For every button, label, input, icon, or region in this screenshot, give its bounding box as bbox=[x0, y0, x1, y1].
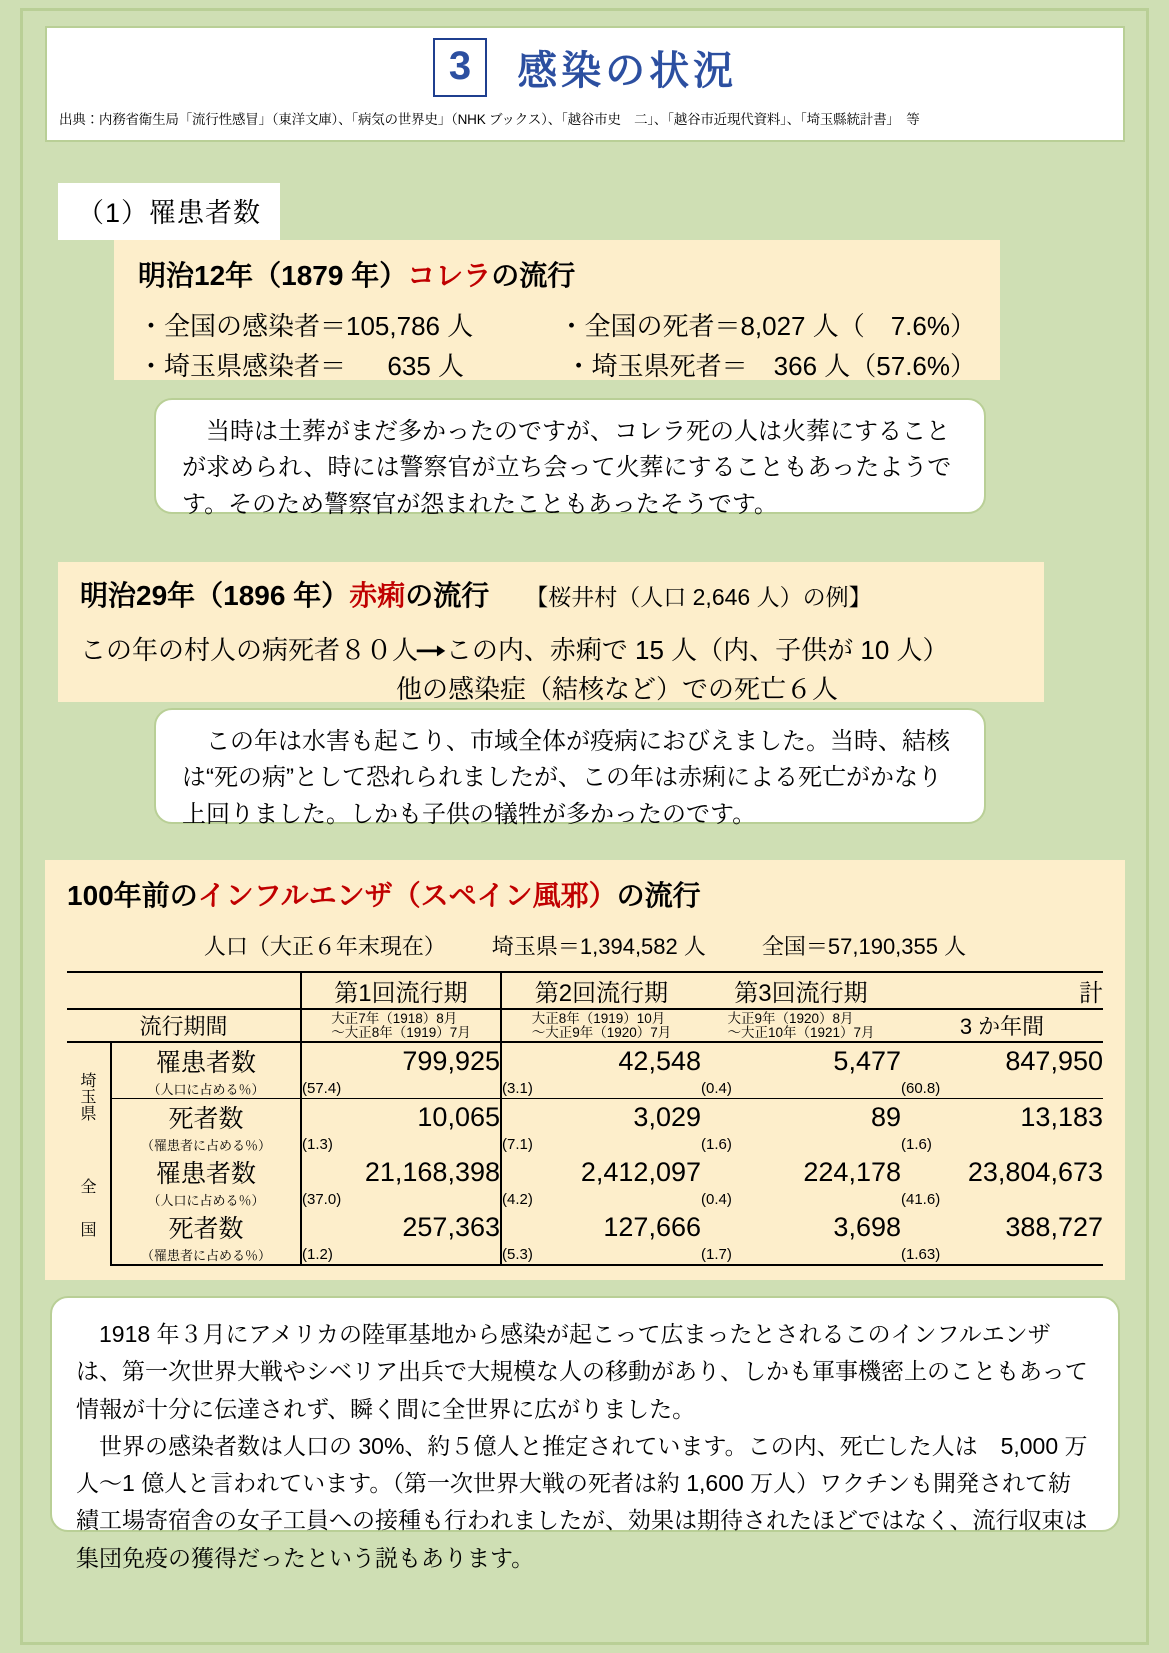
period-wave-3-text: 大正9年（1920）8月 ～大正10年（1921）7月 bbox=[727, 1010, 875, 1040]
comment-bubble-influenza-p1: 1918 年３月にアメリカの陸軍基地から感染が起こって広まったとされるこのインフルエンザは、第一次世界大戦やシベリア出兵で大規模な人の移動があり、しかも軍事機密上のこともあって情報が十分に伝達されず、瞬く間に全世界に広がりました。 bbox=[76, 1321, 1088, 1422]
table-row-pct bbox=[67, 1190, 1103, 1209]
group-label-national-text: 全 国 bbox=[80, 1179, 97, 1239]
table-row-pct bbox=[67, 1135, 1103, 1154]
period-wave-2-text: 大正8年（1919）10月 ～大正9年（1920）7月 bbox=[531, 1010, 672, 1040]
period-wave-1-text: 大正7年（1918）8月 ～大正8年（1919）7月 bbox=[331, 1010, 471, 1040]
title-block bbox=[45, 26, 1125, 142]
comment-bubble-dysentery bbox=[154, 708, 986, 828]
population-label: 人口（大正６年末現在） bbox=[203, 934, 446, 959]
cholera-national-deaths: ・全国の死者＝8,027 人（ 7.6%） bbox=[558, 311, 976, 341]
header-total: 計 bbox=[901, 972, 1103, 1009]
dysentery-breakdown: この内、赤痢で 15 人（内、子供が 10 人） bbox=[445, 635, 949, 665]
table-row bbox=[67, 1099, 1103, 1136]
pct-cases-saitama-w1: (57.4) bbox=[301, 1079, 501, 1099]
influenza-panel bbox=[45, 860, 1125, 1280]
population-saitama: 埼玉県＝1,394,582 人 bbox=[491, 934, 706, 959]
row-label-cases-national: 罹患者数 bbox=[155, 1160, 256, 1188]
cholera-heading-post: の流行 bbox=[491, 260, 576, 291]
pct-deaths-national-total: (1.63) bbox=[901, 1245, 1103, 1265]
cholera-row bbox=[138, 306, 976, 346]
page-title: 感染の状況 bbox=[517, 48, 738, 93]
pct-cases-national-w1: (37.0) bbox=[301, 1190, 501, 1209]
dysentery-heading-disease: 赤痢 bbox=[349, 580, 406, 611]
cholera-heading bbox=[138, 254, 976, 294]
section-number: 3 bbox=[433, 38, 487, 97]
cell-cases-saitama-w1: 799,925 bbox=[301, 1042, 501, 1079]
influenza-table bbox=[67, 971, 1103, 1266]
pct-cases-saitama-w3: (0.4) bbox=[701, 1079, 901, 1099]
cholera-heading-pre: 明治12年（1879 年） bbox=[138, 260, 408, 291]
dysentery-heading-pre: 明治29年（1896 年） bbox=[80, 580, 350, 611]
row-sublabel-deaths-national: （罹患者に占める％） bbox=[111, 1245, 301, 1265]
table-row-pct bbox=[67, 1079, 1103, 1099]
cell-cases-saitama-total: 847,950 bbox=[1005, 1045, 1103, 1076]
group-label-saitama-text: 埼 玉 県 bbox=[80, 1073, 97, 1123]
period-row-label: 流行期間 bbox=[67, 1009, 301, 1042]
pct-cases-saitama-total: (60.8) bbox=[901, 1079, 1103, 1099]
population-line bbox=[45, 930, 1125, 961]
pct-deaths-saitama-w1: (1.3) bbox=[301, 1135, 501, 1154]
row-sublabel-cases-saitama: （人口に占める％） bbox=[111, 1079, 301, 1099]
cell-deaths-national-total: 388,727 bbox=[1005, 1211, 1103, 1242]
pct-cases-saitama-w2: (3.1) bbox=[501, 1079, 701, 1099]
cell-deaths-saitama-total: 13,183 bbox=[1020, 1101, 1103, 1132]
period-total: 3 か年間 bbox=[901, 1009, 1103, 1042]
pct-deaths-saitama-total: (1.6) bbox=[901, 1136, 932, 1153]
dysentery-heading bbox=[80, 574, 1022, 614]
cholera-national-cases-label: ・全国の感染者＝ bbox=[138, 311, 347, 341]
pct-cases-national-total: (41.6) bbox=[901, 1191, 941, 1208]
population-national: 全国＝57,190,355 人 bbox=[761, 934, 967, 959]
dysentery-line-1 bbox=[80, 630, 1022, 667]
period-wave-2 bbox=[501, 1009, 701, 1042]
dysentery-village-note: 【桜井村（人口 2,646 人）の例】 bbox=[525, 584, 872, 610]
header-wave-2: 第2回流行期 bbox=[501, 972, 701, 1009]
arrow-right-icon: ➞ bbox=[414, 635, 448, 665]
table-row-pct bbox=[67, 1245, 1103, 1265]
cell-cases-national-w1: 21,168,398 bbox=[301, 1154, 501, 1190]
row-label-deaths-saitama: 死者数 bbox=[168, 1105, 244, 1133]
cell-deaths-saitama-w2: 3,029 bbox=[633, 1101, 701, 1132]
header-wave-3: 第3回流行期 bbox=[701, 972, 901, 1009]
influenza-heading bbox=[45, 874, 1125, 914]
influenza-heading-disease: インフルエンザ（スペイン風邪） bbox=[197, 880, 617, 911]
cholera-saitama-deaths: ・埼玉県死者＝ 366 人（57.6%） bbox=[565, 351, 976, 382]
pct-deaths-national-w1: (1.2) bbox=[301, 1245, 501, 1265]
row-sublabel-deaths-saitama: （罹患者に占める％） bbox=[140, 1138, 271, 1153]
table-row bbox=[67, 1209, 1103, 1245]
table-row bbox=[67, 1042, 1103, 1079]
period-wave-3 bbox=[701, 1009, 901, 1042]
comment-bubble-influenza-p2: 世界の感染者数は人口の 30%、約５億人と推定されています。この内、死亡した人は 5,000 万人～1 億人と言われています。（第一次世界大戦の死者は約 1,600 万人）ワクチンも開発されて紡績工場寄宿舎の女子工員への接種も行われましたが、効果は期待されたほどではなく、流行収束は集団免疫の獲得だったという説もあります。 bbox=[76, 1432, 1088, 1571]
cholera-heading-disease: コレラ bbox=[407, 260, 492, 291]
row-label-deaths-national: 死者数 bbox=[168, 1215, 244, 1243]
dysentery-line-2: 他の感染症（結核など）での死亡６人 bbox=[396, 674, 839, 704]
cell-deaths-saitama-w1: 10,065 bbox=[301, 1099, 501, 1136]
influenza-heading-post: の流行 bbox=[616, 880, 701, 911]
table-row bbox=[67, 1154, 1103, 1190]
header-corner-cell bbox=[67, 972, 301, 1009]
comment-bubble-influenza bbox=[50, 1296, 1120, 1571]
cell-cases-national-total: 23,804,673 bbox=[967, 1156, 1103, 1187]
table-header-row bbox=[67, 972, 1103, 1009]
cholera-national-cases-value: 105,786 人 bbox=[346, 311, 474, 341]
pct-deaths-national-w2: (5.3) bbox=[501, 1245, 701, 1265]
dysentery-total-deaths: この年の村人の病死者８０人 bbox=[80, 635, 419, 665]
row-label-cases-saitama: 罹患者数 bbox=[155, 1049, 256, 1077]
row-sublabel-cases-national: （人口に占める％） bbox=[147, 1193, 265, 1208]
comment-bubble-cholera bbox=[154, 398, 986, 518]
cholera-national-cases bbox=[138, 306, 558, 346]
cell-deaths-national-w2: 127,666 bbox=[603, 1211, 701, 1242]
cholera-saitama-cases-label: ・埼玉県感染者＝ bbox=[138, 351, 347, 382]
group-label-national bbox=[67, 1154, 111, 1265]
cholera-figures bbox=[138, 306, 976, 387]
comment-bubble-dysentery-text: この年は水害も起こり、市域全体が疫病におびえました。当時、結核は“死の病”として恐れられましたが、この年は赤痢による死亡がかなり上回りました。しかも子供の犠牲が多かったのです。 bbox=[182, 728, 950, 828]
pct-deaths-saitama-w2: (7.1) bbox=[502, 1136, 533, 1153]
cholera-saitama-cases bbox=[138, 346, 566, 386]
table-period-row bbox=[67, 1009, 1103, 1042]
pct-cases-national-w2: (4.2) bbox=[502, 1191, 533, 1208]
dysentery-heading-post: の流行 bbox=[405, 580, 490, 611]
cell-deaths-national-w1: 257,363 bbox=[301, 1209, 501, 1245]
source-citation: 出典：内務省衛生局「流行性感冒」（東洋文庫）、「病気の世界史」（NHK ブックス）、「越谷市史 二」、「越谷市近現代資料」、「埼玉縣統計書」 等 bbox=[59, 112, 920, 127]
pct-deaths-national-w3: (1.7) bbox=[701, 1245, 901, 1265]
cell-cases-national-w2: 2,412,097 bbox=[580, 1156, 701, 1187]
dysentery-panel bbox=[58, 562, 1044, 702]
period-wave-1 bbox=[301, 1009, 501, 1042]
cell-cases-national-w3: 224,178 bbox=[803, 1156, 901, 1187]
cell-cases-saitama-w2: 42,548 bbox=[618, 1045, 701, 1076]
cell-cases-saitama-w3: 5,477 bbox=[833, 1045, 901, 1076]
cell-deaths-saitama-w3: 89 bbox=[870, 1101, 901, 1132]
pct-deaths-saitama-w3: (1.6) bbox=[701, 1136, 732, 1153]
section-heading-patients: （1）罹患者数 bbox=[58, 183, 280, 240]
pct-cases-national-w3: (0.4) bbox=[701, 1191, 732, 1208]
group-label-saitama bbox=[67, 1042, 111, 1154]
header-wave-1: 第1回流行期 bbox=[301, 972, 501, 1009]
comment-bubble-cholera-text: 当時は土葬がまだ多かったのですが、コレラ死の人は火葬にすることが求められ、時には警察官が立ち会って火葬にすることもあったようです。そのため警察官が怨まれたこともあったそうです。 bbox=[182, 418, 952, 518]
influenza-heading-pre: 100年前の bbox=[67, 880, 198, 911]
cholera-saitama-cases-value: 635 人 bbox=[387, 351, 465, 382]
title-row bbox=[47, 28, 1123, 106]
cholera-panel bbox=[114, 240, 1000, 380]
cholera-row bbox=[138, 346, 976, 386]
cell-deaths-national-w3: 3,698 bbox=[833, 1211, 901, 1242]
